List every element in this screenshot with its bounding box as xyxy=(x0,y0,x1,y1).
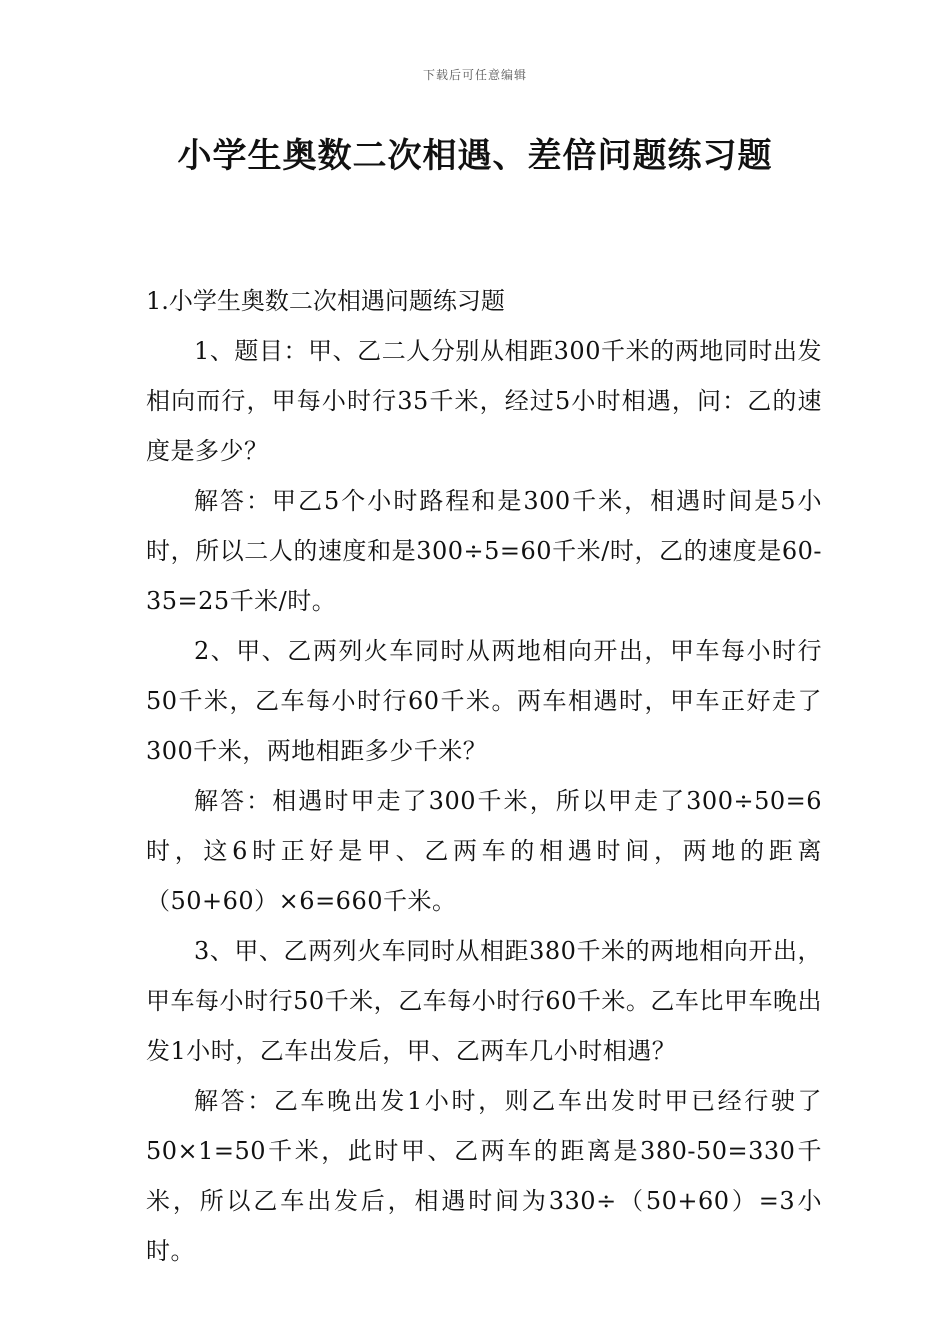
problem-2: 2、甲、乙两列火车同时从两地相向开出，甲车每小时行50千米，乙车每小时行60千米。两车相遇时，甲车正好走了300千米，两地相距多少千米？ xyxy=(146,637,822,765)
solution-3: 解答：乙车晚出发1小时，则乙车出发时甲已经行驶了50×1=50千米，此时甲、乙两车的距离是380-50=330千米，所以乙车出发后，相遇时间为330÷（50+60）=3小时。 xyxy=(146,1087,822,1265)
solution-1: 解答：甲乙5个小时路程和是300千米，相遇时间是5小时，所以二人的速度和是300÷5=60千米/时，乙的速度是60-35=25千米/时。 xyxy=(146,487,822,615)
document-title: 小学生奥数二次相遇、差倍问题练习题 xyxy=(177,136,773,176)
problem-3: 3、甲、乙两列火车同时从相距380千米的两地相向开出，甲车每小时行50千米，乙车每小时行60千米。乙车比甲车晚出发1小时，乙车出发后，甲、乙两车几小时相遇？ xyxy=(146,937,822,1065)
document-body xyxy=(146,276,822,1276)
header-note: 下载后可任意编辑 xyxy=(422,68,527,82)
section-heading: 1.小学生奥数二次相遇问题练习题 xyxy=(146,287,505,315)
problem-1: 1、题目：甲、乙二人分别从相距300千米的两地同时出发相向而行，甲每小时行35千米，经过5小时相遇，问：乙的速度是多少？ xyxy=(146,337,822,465)
solution-2: 解答：相遇时甲走了300千米，所以甲走了300÷50=6时，这6时正好是甲、乙两车的相遇时间，两地的距离（50+60）×6=660千米。 xyxy=(146,787,822,915)
